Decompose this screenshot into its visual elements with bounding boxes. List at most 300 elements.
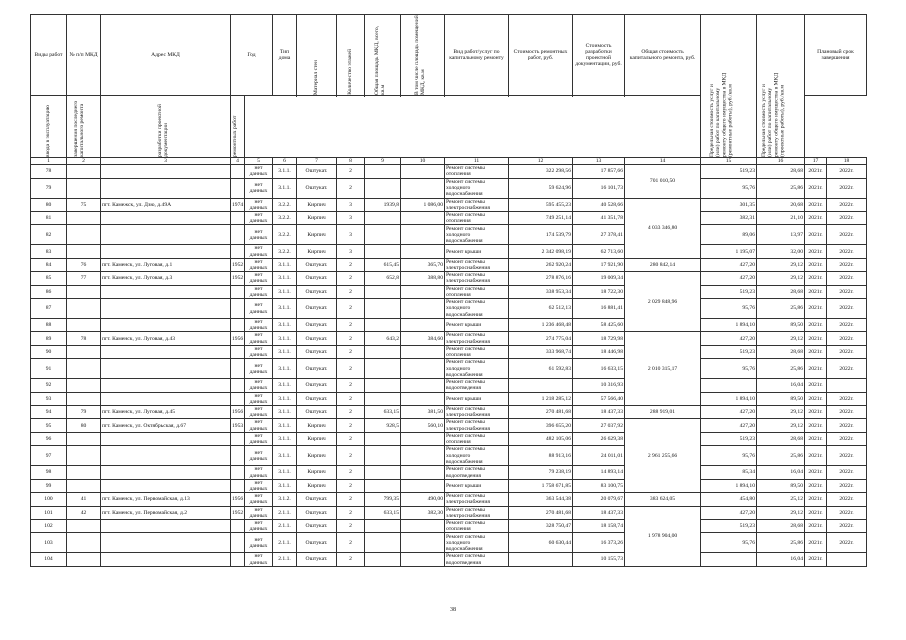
cell-col-18: 2022г. <box>827 432 867 445</box>
cell-col-4 <box>231 319 245 332</box>
cell-col-5: нет данных <box>245 225 273 245</box>
cell-col-12: 1 236 468,48 <box>509 319 573 332</box>
cell-col-15: 519,23 <box>701 432 757 445</box>
cell-col-8: 2 <box>337 272 365 285</box>
cell-col-4 <box>231 446 245 466</box>
cell-col-4 <box>231 553 245 566</box>
cell-col-17: 2021г. <box>805 479 827 492</box>
cell-col-7: Оштукат. <box>297 493 337 506</box>
cell-col-7: Оштукат. <box>297 345 337 358</box>
cell-col-12: 174 539,79 <box>509 225 573 245</box>
table-row <box>31 379 867 392</box>
cell-col-12: 270 481,68 <box>509 506 573 519</box>
cell-col-17: 2021г. <box>805 446 827 466</box>
header-year-group: Год <box>231 15 273 96</box>
cell-col-16: 25,86 <box>757 178 805 198</box>
cell-col-15: 301,35 <box>701 198 757 211</box>
cell-col-18: 2022г. <box>827 493 867 506</box>
cell-col-6: 3.1.1. <box>273 479 297 492</box>
cell-col-15: 427,20 <box>701 506 757 519</box>
cell-col-9 <box>365 212 401 225</box>
header-repair-cost: Стоимость ремонтных работ, руб. <box>509 15 573 96</box>
cell-col-8: 3 <box>337 245 365 258</box>
table-row <box>31 506 867 519</box>
cell-col-7: Кирпич <box>297 245 337 258</box>
cell-col-11: Ремонт системы холодного водоснабжения <box>445 225 509 245</box>
cell-col-17: 2021г. <box>805 379 827 392</box>
cell-col-16: 28,68 <box>757 432 805 445</box>
column-number: 14 <box>625 158 701 165</box>
header-floors: Количество этажей <box>337 15 365 96</box>
header-year-built: ввода в эксплуатацию <box>31 96 67 158</box>
cell-col-4 <box>231 432 245 445</box>
cell-col-7: Оштукат. <box>297 299 337 319</box>
cell-col-18: 2022г. <box>827 359 867 379</box>
cell-col-17: 2021г. <box>805 225 827 245</box>
cell-col-13: 40 528,66 <box>573 198 625 211</box>
cell-col-11: Ремонт системы отопления <box>445 212 509 225</box>
cell-col-7: Оштукат. <box>297 533 337 553</box>
cell-col-7: Кирпич <box>297 419 337 432</box>
table-row <box>31 432 867 445</box>
cell-col-1: 87 <box>31 299 67 319</box>
cell-col-15 <box>701 379 757 392</box>
cell-col-15: 95,76 <box>701 446 757 466</box>
cell-col-16: 25,86 <box>757 299 805 319</box>
cell-col-13: 18 437,33 <box>573 506 625 519</box>
cell-col-4: 1952 <box>231 272 245 285</box>
column-number: 13 <box>573 158 625 165</box>
cell-col-16: 28,68 <box>757 519 805 532</box>
cell-col-3: пгт. Каменск, ул. Первомайская, д.2 <box>101 506 231 519</box>
column-number: 3 <box>101 158 231 165</box>
cell-col-18 <box>827 553 867 566</box>
cell-col-14: 2 029 848,96 <box>625 272 701 332</box>
cell-col-1: 104 <box>31 553 67 566</box>
cell-col-8: 2 <box>337 285 365 298</box>
cell-col-17: 2021г. <box>805 165 827 178</box>
cell-col-7: Кирпич <box>297 225 337 245</box>
cell-col-12: 482 105,06 <box>509 432 573 445</box>
cell-col-15: 85,34 <box>701 466 757 479</box>
cell-col-17: 2021г. <box>805 345 827 358</box>
cell-col-3 <box>101 519 231 532</box>
cell-col-7: Оштукат. <box>297 285 337 298</box>
cell-col-6: 3.1.1. <box>273 299 297 319</box>
cell-col-8: 2 <box>337 466 365 479</box>
cell-col-1: 82 <box>31 225 67 245</box>
cell-col-13: 17 857,66 <box>573 165 625 178</box>
cell-col-9 <box>365 466 401 479</box>
column-number: 10 <box>401 158 445 165</box>
cell-col-12: 59 624,96 <box>509 178 573 198</box>
cell-col-8: 2 <box>337 506 365 519</box>
cell-col-18: 2022г. <box>827 392 867 405</box>
cell-col-11: Ремонт системы холодного водоснабжения <box>445 533 509 553</box>
cell-col-8: 2 <box>337 258 365 271</box>
cell-col-10: 382,30 <box>401 506 445 519</box>
cell-col-14: 280 842,14 <box>625 258 701 271</box>
cell-col-17: 2021г. <box>805 432 827 445</box>
cell-col-13: 57 566,40 <box>573 392 625 405</box>
cell-col-3: пгт. Каменск, ул. Луговая, д.3 <box>101 272 231 285</box>
cell-col-3 <box>101 165 231 178</box>
cell-col-5: нет данных <box>245 466 273 479</box>
cell-col-9 <box>365 479 401 492</box>
cell-col-11: Ремонт системы отопления <box>445 285 509 298</box>
column-number: 4 <box>231 158 245 165</box>
cell-col-6: 3.1.1. <box>273 359 297 379</box>
cell-col-16: 89,50 <box>757 479 805 492</box>
cell-col-18: 2022г. <box>827 198 867 211</box>
cell-col-4 <box>231 359 245 379</box>
cell-col-16: 29,12 <box>757 406 805 419</box>
cell-col-17: 2021г. <box>805 533 827 553</box>
cell-col-13: 10 316,93 <box>573 379 625 392</box>
cell-col-2: 80 <box>67 419 101 432</box>
cell-col-13: 20 079,67 <box>573 493 625 506</box>
cell-col-3: пгт. Каменск, ул. Октябрьская, д.67 <box>101 419 231 432</box>
cell-col-3: пгт. Каменск, ул. Луговая, д.45 <box>101 406 231 419</box>
cell-col-16: 25,86 <box>757 533 805 553</box>
cell-col-12: 278 876,16 <box>509 272 573 285</box>
cell-col-16: 21,10 <box>757 212 805 225</box>
cell-col-18: 2022г. <box>827 466 867 479</box>
cell-col-15: 95,76 <box>701 359 757 379</box>
cell-col-16: 16,04 <box>757 379 805 392</box>
cell-col-10 <box>401 299 445 319</box>
cell-col-18: 2022г. <box>827 245 867 258</box>
cell-col-6: 3.1.2. <box>273 493 297 506</box>
cell-col-12 <box>509 553 573 566</box>
cell-col-11: Ремонт крыши <box>445 319 509 332</box>
cell-col-10 <box>401 379 445 392</box>
cell-col-9: 643,2 <box>365 332 401 345</box>
cell-col-18: 2022г. <box>827 225 867 245</box>
cell-col-1: 99 <box>31 479 67 492</box>
cell-col-9 <box>365 299 401 319</box>
cell-col-17: 2021г. <box>805 553 827 566</box>
table-row <box>31 212 867 225</box>
cell-col-8: 2 <box>337 533 365 553</box>
cell-col-9 <box>365 345 401 358</box>
cell-col-4: 1953 <box>231 419 245 432</box>
column-number: 17 <box>805 158 827 165</box>
page-number: 38 <box>450 607 456 613</box>
cell-col-6: 3.1.1. <box>273 178 297 198</box>
cell-col-7: Оштукат. <box>297 165 337 178</box>
cell-col-16: 25,86 <box>757 359 805 379</box>
cell-col-11: Ремонт системы отопления <box>445 432 509 445</box>
cell-col-18: 2022г. <box>827 299 867 319</box>
cell-col-10 <box>401 345 445 358</box>
table-row <box>31 178 867 198</box>
cell-col-5: нет данных <box>245 432 273 445</box>
cell-col-9: 1939,8 <box>365 198 401 211</box>
cell-col-11: Ремонт системы водоотведения <box>445 553 509 566</box>
cell-col-17: 2021г. <box>805 272 827 285</box>
cell-col-1: 89 <box>31 332 67 345</box>
cell-col-13: 10 155,73 <box>573 553 625 566</box>
cell-col-10 <box>401 285 445 298</box>
cell-col-6: 2.1.1. <box>273 519 297 532</box>
cell-col-1: 94 <box>31 406 67 419</box>
cell-col-7: Оштукат. <box>297 506 337 519</box>
cell-col-1: 83 <box>31 245 67 258</box>
cell-col-15: 95,76 <box>701 299 757 319</box>
cell-col-1: 84 <box>31 258 67 271</box>
cell-col-9 <box>365 225 401 245</box>
table-row <box>31 359 867 379</box>
cell-col-12 <box>509 379 573 392</box>
header-address: Адрес МКД <box>101 15 231 96</box>
cell-col-7: Оштукат. <box>297 392 337 405</box>
cell-col-12: 2 342 098,19 <box>509 245 573 258</box>
cell-col-11: Ремонт крыши <box>445 245 509 258</box>
column-number: 16 <box>757 158 805 165</box>
cell-col-14: 2 961 255,66 <box>625 419 701 493</box>
cell-col-9: 615,45 <box>365 258 401 271</box>
column-number: 7 <box>297 158 337 165</box>
cell-col-1: 92 <box>31 379 67 392</box>
column-number: 8 <box>337 158 365 165</box>
cell-col-10: 381,50 <box>401 406 445 419</box>
cell-col-10 <box>401 165 445 178</box>
cell-col-9 <box>365 379 401 392</box>
cell-col-7: Кирпич <box>297 432 337 445</box>
cell-col-3 <box>101 432 231 445</box>
cell-col-10 <box>401 392 445 405</box>
cell-col-13: 83 100,75 <box>573 479 625 492</box>
cell-col-5: нет данных <box>245 178 273 198</box>
column-number: 12 <box>509 158 573 165</box>
cell-col-12: 749 251,14 <box>509 212 573 225</box>
cell-col-9 <box>365 178 401 198</box>
cell-col-15: 454,80 <box>701 493 757 506</box>
header-total-cost: Общая стоимость капитального ремонта, руб. <box>625 15 701 96</box>
cell-col-14: 1 978 904,00 <box>625 506 701 566</box>
cell-col-7: Оштукат. <box>297 406 337 419</box>
cell-col-2 <box>67 379 101 392</box>
cell-col-5: нет данных <box>245 533 273 553</box>
column-number: 1 <box>31 158 67 165</box>
cell-col-13: 16 373,26 <box>573 533 625 553</box>
table-row <box>31 225 867 245</box>
cell-col-14: 4 033 346,80 <box>625 198 701 258</box>
cell-col-11: Ремонт системы холодного водоснабжения <box>445 299 509 319</box>
cell-col-2: 78 <box>67 332 101 345</box>
cell-col-13: 41 351,78 <box>573 212 625 225</box>
table-row <box>31 406 867 419</box>
cell-col-5: нет данных <box>245 419 273 432</box>
header-design-cost: Стоимость разработки проектной документации, руб. <box>573 15 625 96</box>
cell-col-1: 102 <box>31 519 67 532</box>
cell-col-15: 519,23 <box>701 345 757 358</box>
cell-col-16: 29,12 <box>757 332 805 345</box>
cell-col-12: 322 298,56 <box>509 165 573 178</box>
cell-col-18: 2022г. <box>827 406 867 419</box>
cell-col-12: 60 630,44 <box>509 533 573 553</box>
cell-col-14: 288 919,01 <box>625 406 701 419</box>
cell-col-16: 32,00 <box>757 245 805 258</box>
cell-col-18: 2022г. <box>827 285 867 298</box>
cell-col-2: 41 <box>67 493 101 506</box>
cell-col-8: 2 <box>337 419 365 432</box>
cell-col-9 <box>365 319 401 332</box>
cell-col-1: 98 <box>31 466 67 479</box>
cell-col-6: 3.1.1. <box>273 258 297 271</box>
cell-col-2: 75 <box>67 198 101 211</box>
table-row <box>31 299 867 319</box>
cell-col-2: 42 <box>67 506 101 519</box>
cell-col-18: 2022г. <box>827 319 867 332</box>
cell-col-16: 16,04 <box>757 553 805 566</box>
cell-col-2 <box>67 533 101 553</box>
cell-col-4 <box>231 345 245 358</box>
cell-col-16: 29,12 <box>757 272 805 285</box>
cell-col-17: 2021г. <box>805 519 827 532</box>
cell-col-6: 3.1.1. <box>273 332 297 345</box>
cell-col-10 <box>401 432 445 445</box>
cell-col-16: 13,97 <box>757 225 805 245</box>
cell-col-3 <box>101 225 231 245</box>
cell-col-18: 2022г. <box>827 506 867 519</box>
cell-col-15: 1 894,10 <box>701 479 757 492</box>
cell-col-4: 1974 <box>231 198 245 211</box>
cell-col-13: 18 437,33 <box>573 406 625 419</box>
table-row <box>31 345 867 358</box>
cell-col-2: 79 <box>67 406 101 419</box>
cell-col-8: 2 <box>337 319 365 332</box>
column-number: 9 <box>365 158 401 165</box>
cell-col-6: 3.1.1. <box>273 285 297 298</box>
header-house-type: Тип дома <box>273 15 297 96</box>
cell-col-2 <box>67 319 101 332</box>
cell-col-12: 88 913,16 <box>509 446 573 466</box>
cell-col-18 <box>827 379 867 392</box>
cell-col-10 <box>401 446 445 466</box>
cell-col-16: 29,12 <box>757 419 805 432</box>
cell-col-10 <box>401 319 445 332</box>
cell-col-4 <box>231 466 245 479</box>
cell-col-11: Ремонт системы электроснабжения <box>445 493 509 506</box>
cell-col-15 <box>701 553 757 566</box>
cell-col-1: 78 <box>31 165 67 178</box>
cell-col-1: 86 <box>31 285 67 298</box>
cell-col-1: 100 <box>31 493 67 506</box>
cell-col-8: 2 <box>337 519 365 532</box>
cell-col-5: нет данных <box>245 345 273 358</box>
cell-col-4 <box>231 212 245 225</box>
table-row <box>31 285 867 298</box>
cell-col-2 <box>67 392 101 405</box>
cell-col-18: 2022г. <box>827 419 867 432</box>
cell-col-5: нет данных <box>245 506 273 519</box>
cell-col-3 <box>101 553 231 566</box>
table-row <box>31 258 867 271</box>
cell-col-5: нет данных <box>245 406 273 419</box>
cell-col-8: 3 <box>337 225 365 245</box>
cell-col-4 <box>231 519 245 532</box>
cell-col-4 <box>231 165 245 178</box>
cell-col-18: 2022г. <box>827 258 867 271</box>
cell-col-13: 18 446,98 <box>573 345 625 358</box>
cell-col-16: 29,12 <box>757 258 805 271</box>
cell-col-9: 928,5 <box>365 419 401 432</box>
cell-col-6: 3.2.2. <box>273 245 297 258</box>
cell-col-15: 519,23 <box>701 165 757 178</box>
cell-col-7: Кирпич <box>297 212 337 225</box>
cell-col-6: 2.1.1. <box>273 533 297 553</box>
cell-col-10: 560,10 <box>401 419 445 432</box>
cell-col-3 <box>101 285 231 298</box>
cell-col-6: 2.1.1. <box>273 553 297 566</box>
cell-col-10 <box>401 359 445 379</box>
cell-col-17: 2021г. <box>805 178 827 198</box>
cell-col-2 <box>67 553 101 566</box>
cell-col-6: 3.1.1. <box>273 392 297 405</box>
cell-col-1: 88 <box>31 319 67 332</box>
header-work-kind: Вид работ/услуг по капитальному ремонту <box>445 15 509 96</box>
header-work-type: Виды работ <box>31 15 67 96</box>
capital-repair-table <box>30 14 867 567</box>
cell-col-9 <box>365 245 401 258</box>
cell-col-7: Кирпич <box>297 198 337 211</box>
cell-col-3 <box>101 319 231 332</box>
cell-col-2: 76 <box>67 258 101 271</box>
cell-col-13: 18 722,30 <box>573 285 625 298</box>
cell-col-7: Оштукат. <box>297 319 337 332</box>
cell-col-4: 1952 <box>231 506 245 519</box>
table-row <box>31 392 867 405</box>
cell-col-15: 427,20 <box>701 272 757 285</box>
cell-col-2 <box>67 359 101 379</box>
cell-col-4 <box>231 392 245 405</box>
cell-col-8: 2 <box>337 406 365 419</box>
cell-col-10 <box>401 553 445 566</box>
cell-col-3 <box>101 479 231 492</box>
cell-col-10 <box>401 178 445 198</box>
cell-col-17: 2021г. <box>805 419 827 432</box>
cell-col-11: Ремонт системы электроснабжения <box>445 419 509 432</box>
cell-col-9 <box>365 165 401 178</box>
cell-col-6: 3.1.1. <box>273 432 297 445</box>
cell-col-9 <box>365 285 401 298</box>
cell-col-11: Ремонт системы электроснабжения <box>445 272 509 285</box>
cell-col-1: 101 <box>31 506 67 519</box>
cell-col-7: Оштукат. <box>297 379 337 392</box>
cell-col-6: 3.2.2. <box>273 212 297 225</box>
cell-col-13: 18 729,98 <box>573 332 625 345</box>
cell-col-5: нет данных <box>245 553 273 566</box>
header-plan-repair: ремонтных работ <box>231 96 245 158</box>
cell-col-1: 93 <box>31 392 67 405</box>
cell-col-3 <box>101 533 231 553</box>
table-row <box>31 245 867 258</box>
cell-col-5: нет данных <box>245 285 273 298</box>
cell-col-11: Ремонт системы холодного водоснабжения <box>445 359 509 379</box>
cell-col-7: Кирпич <box>297 446 337 466</box>
cell-col-16: 28,68 <box>757 345 805 358</box>
cell-col-15: 1 195,07 <box>701 245 757 258</box>
cell-col-3: пгт. Каменск, ул. Первомайская, д.13 <box>101 493 231 506</box>
cell-col-4 <box>231 479 245 492</box>
cell-col-13: 24 011,01 <box>573 446 625 466</box>
column-number-row <box>31 158 867 165</box>
cell-col-5: нет данных <box>245 245 273 258</box>
cell-col-14: 383 624,05 <box>625 493 701 506</box>
cell-col-16: 25,12 <box>757 493 805 506</box>
